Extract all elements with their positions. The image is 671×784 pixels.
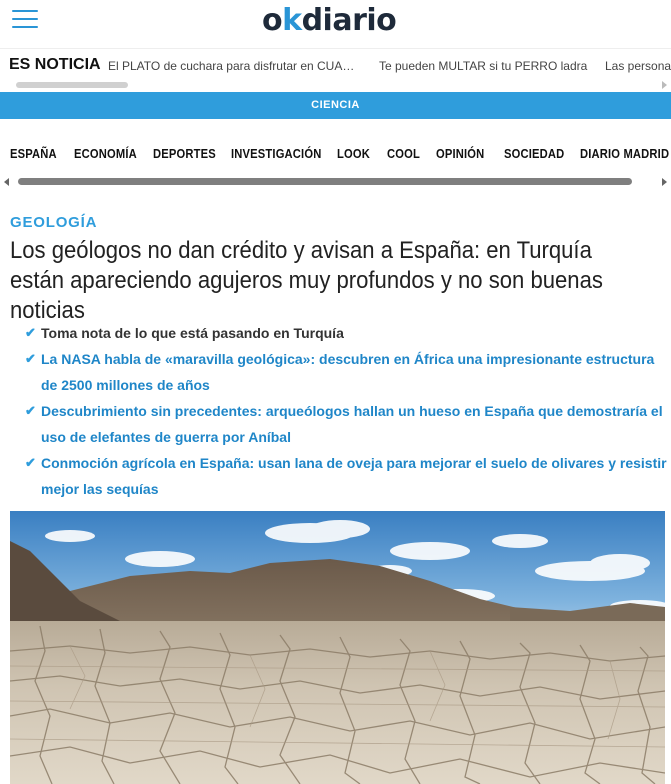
nav-item-investigacion[interactable]: INVESTIGACIÓN (231, 146, 322, 161)
nav-item-diario-madrid[interactable]: DIARIO MADRID (580, 146, 670, 161)
check-icon: ✔ (25, 351, 36, 366)
nav-scroll-thumb[interactable] (18, 178, 632, 185)
related-links-list (25, 320, 670, 502)
related-link[interactable]: ✔ Descubrimiento sin precedentes: arqueólogos hallan un hueso en España que demostraría el uso de elefantes de guerra por Aníbal (25, 398, 670, 450)
article-hero-image (10, 511, 665, 784)
nav-item-economia[interactable]: ECONOMÍA (74, 146, 137, 161)
check-icon: ✔ (25, 455, 36, 470)
nav-item-opinion[interactable]: OPINIÓN (436, 146, 485, 161)
article-headline: Los geólogos no dan crédito y avisan a España: en Turquía están apareciendo agujeros muy profundos y no son buenas noticias (10, 237, 603, 324)
ticker-link[interactable]: El PLATO de cuchara para disfrutar en CUA… (108, 59, 355, 73)
check-icon: ✔ (25, 325, 36, 340)
ticker-scroll-thumb[interactable] (16, 82, 128, 88)
nav-item-deportes[interactable]: DEPORTES (153, 146, 216, 161)
ticker-scrollbar[interactable] (0, 80, 671, 90)
ticker-link[interactable]: Te pueden MULTAR si tu PERRO ladra (379, 59, 588, 73)
nav-item-espana[interactable]: ESPAÑA (10, 146, 57, 161)
scroll-right-arrow-icon[interactable] (662, 178, 667, 186)
site-logo[interactable]: okdiario (262, 3, 397, 38)
breaking-news-ticker (0, 48, 671, 81)
ticker-link[interactable]: Las persona (605, 59, 671, 73)
check-icon: ✔ (25, 403, 36, 418)
nav-item-sociedad[interactable]: SOCIEDAD (504, 146, 565, 161)
related-link[interactable]: ✔ Toma nota de lo que está pasando en Turquía (25, 320, 670, 346)
main-nav (0, 138, 671, 170)
scroll-right-arrow-icon[interactable] (662, 81, 667, 89)
article-category[interactable]: GEOLOGÍA (10, 214, 98, 231)
related-link[interactable]: ✔ La NASA habla de «maravilla geológica»: descubren en África una impresionante estructura de 2500 millones de años (25, 346, 670, 398)
ticker-label: ES NOTICIA (9, 56, 101, 73)
scroll-left-arrow-icon[interactable] (4, 178, 9, 186)
menu-icon[interactable] (12, 10, 38, 30)
section-label[interactable]: CIENCIA (311, 99, 360, 111)
nav-item-cool[interactable]: COOL (387, 146, 420, 161)
nav-scrollbar[interactable] (0, 176, 671, 188)
section-band[interactable] (0, 92, 671, 119)
nav-item-look[interactable]: LOOK (337, 146, 370, 161)
site-header (0, 0, 671, 46)
related-link[interactable]: ✔ Conmoción agrícola en España: usan lana de oveja para mejorar el suelo de olivares y resistir mejor las sequías (25, 450, 670, 502)
